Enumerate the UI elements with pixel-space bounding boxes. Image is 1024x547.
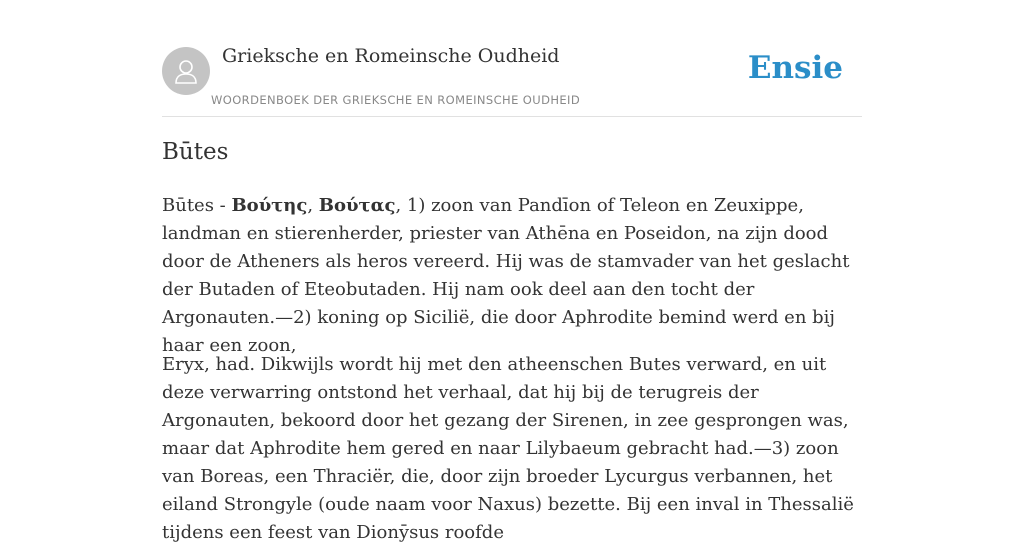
greek-term-1: Βούτης [231, 195, 308, 216]
user-icon [171, 56, 201, 86]
entry-term: Būtes - [162, 195, 232, 216]
entry-paragraph-1 [162, 192, 862, 360]
ensie-logo[interactable]: Ensie [747, 50, 843, 86]
greek-term-2: Βούτας [318, 195, 396, 216]
entry-paragraph-2: Eryx, had. Dikwijls wordt hij met den atheenschen Butes verward, en uit deze verwarring ontstond het verhaal, dat hij bij de terugreis der Argonauten, bekoord door het gezang der Sirenen, in zee gesprongen was, maar dat Aphrodite hem gered en naar Lilybaeum gebracht had.—3) zoon van Boreas, een Thraciër, die, door zijn broeder Lycurgus verbannen, het eiland Strongyle (oude naam voor Naxus) bezette. Bij een inval in Thessalië tijdens een feest van Dionȳsus roofde [162, 354, 854, 543]
entry-title: Būtes [162, 139, 229, 165]
site-title[interactable]: Grieksche en Romeinsche Oudheid [222, 45, 560, 67]
site-subtitle: WOORDENBOEK DER GRIEKSCHE EN ROMEINSCHE OUDHEID [211, 93, 581, 107]
avatar[interactable] [162, 47, 210, 95]
separator: , [307, 195, 319, 216]
site-header [162, 0, 862, 117]
entry-text: , 1) zoon van Pandīon of Teleon en Zeuxippe, landman en stierenherder, priester van Athēna en Poseidon, na zijn dood door de Atheners als heros vereerd. Hij was de stamvader van het geslacht der Butaden of Eteobutaden. Hij nam ook deel aan den tocht der Argonauten.—2) koning op Sicilië, die door Aphrodite bemind werd en bij haar een zoon, [162, 195, 850, 356]
page-container [162, 0, 862, 543]
